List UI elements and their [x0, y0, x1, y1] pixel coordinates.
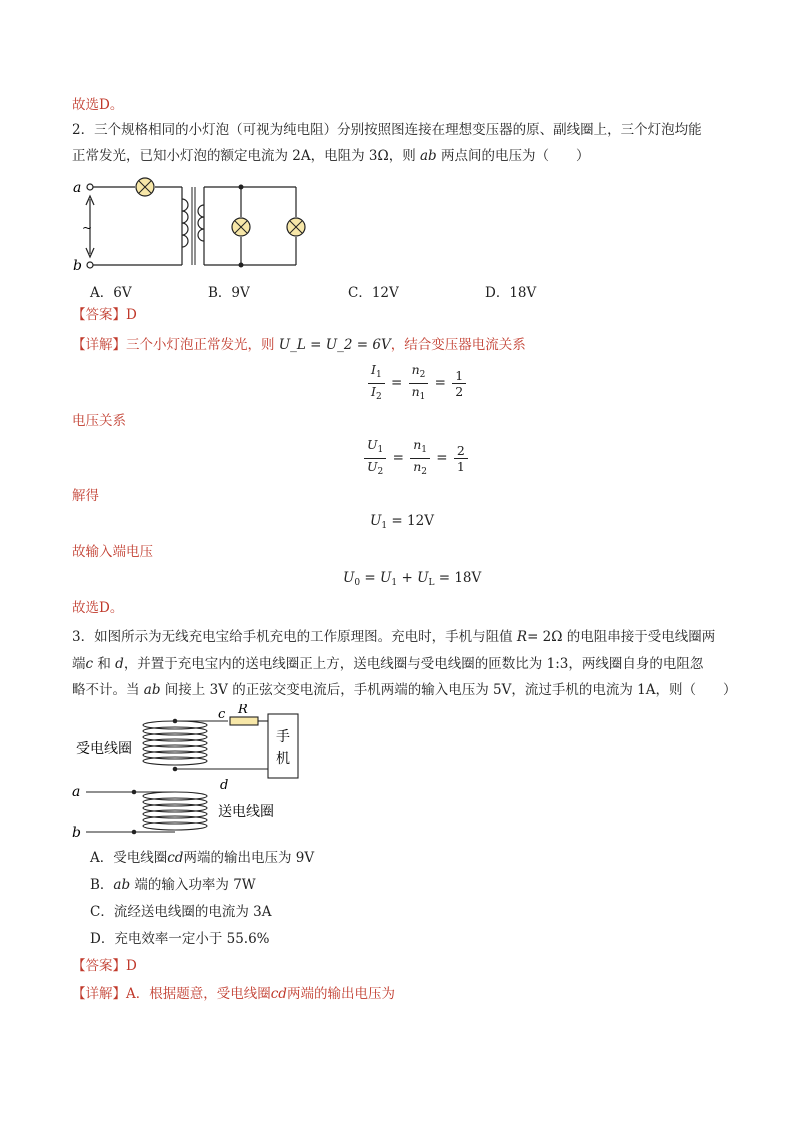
- q2-stem-line-1: 2．三个规格相同的小灯泡（可视为纯电阻）分别按照图连接在理想变压器的原、副线圈上，三个灯泡均能: [72, 122, 702, 138]
- q3-recv-coil-label: 受电线圈: [76, 741, 132, 757]
- q2-answer: 【答案】D: [72, 307, 137, 323]
- q3-label-d: d: [220, 778, 229, 793]
- q2-eq-current-ratio: $\frac{I_1}{I_2}$ = $\frac{n_2}{n_1}$ = $\frac{1}{2}$: [366, 362, 468, 405]
- q3-stem-line-3: 略不计。当 ab 间接上 3V 的正弦交变电流后，手机两端的输入电压为 5V，流过手机的电流为 1A，则（ ）: [72, 682, 737, 698]
- q2-input-voltage: 故输入端电压: [72, 544, 153, 560]
- select-d-line-1: 故选D。: [72, 97, 124, 113]
- q2-label-a: a: [73, 180, 82, 196]
- q2-bulb-secondary-1: [232, 218, 250, 236]
- q3-phone-label-2: 机: [276, 751, 290, 767]
- q3-wireless-charger-diagram: [70, 704, 330, 842]
- q3-label-c: c: [218, 707, 226, 722]
- q2-solve: 解得: [72, 488, 99, 504]
- q2-stem-line-2: 正常发光，已知小灯泡的额定电流为 2A，电阻为 3Ω，则 ab 两点间的电压为（ ）: [72, 148, 590, 164]
- q2-transformer-circuit: [70, 172, 310, 272]
- q3-resistor: [230, 717, 258, 725]
- q2-option-d: D．18V: [485, 285, 537, 301]
- q3-label-b: b: [72, 825, 81, 841]
- q2-option-b: B．9V: [208, 285, 250, 301]
- q3-stem-line-1: 3．如图所示为无线充电宝给手机充电的工作原理图。充电时，手机与阻值 R= 2Ω 的电阻串接于受电线圈两: [72, 629, 716, 645]
- q3-answer: 【答案】D: [72, 958, 137, 974]
- q2-detail-line-1: 【详解】三个小灯泡正常发光，则 U_L = U_2 = 6V，结合变压器电流关系: [72, 337, 526, 353]
- q3-stem-line-2: 端c 和 d，并置于充电宝内的送电线圈正上方，送电线圈与受电线圈的匝数比为 1:3，两线圈自身的电阻忽: [72, 656, 704, 672]
- q2-eq-u0: $U_0 = U_1 + U_L = 18V$: [343, 570, 482, 588]
- q3-option-c: C．流经送电线圈的电流为 3A: [90, 904, 272, 920]
- q2-voltage-relation: 电压关系: [72, 413, 126, 429]
- q2-select-d: 故选D。: [72, 600, 124, 616]
- q2-option-a: A．6V: [90, 285, 132, 301]
- q3-option-a: A．受电线圈cd两端的输出电压为 9V: [90, 850, 315, 866]
- q3-option-d: D．充电效率一定小于 55.6%: [90, 931, 270, 947]
- q2-eq-voltage-ratio: $\frac{U_1}{U_2}$ = $\frac{n_1}{n_2}$ = $\frac{2}{1}$: [362, 437, 470, 480]
- q3-detail-line-1: 【详解】A．根据题意，受电线圈cd两端的输出电压为: [72, 986, 395, 1002]
- q2-option-c: C．12V: [348, 285, 399, 301]
- q3-phone-label-1: 手: [276, 729, 290, 745]
- q2-label-ac: ~: [82, 221, 93, 235]
- q3-label-R: R: [238, 704, 248, 717]
- q3-label-a: a: [72, 784, 81, 800]
- q2-bulb-primary: [136, 178, 154, 196]
- q3-send-coil-label: 送电线圈: [218, 804, 274, 820]
- q2-bulb-secondary-2: [287, 218, 305, 236]
- q2-label-b: b: [73, 258, 82, 272]
- q2-eq-u1: $U_1 = 12V$: [370, 513, 434, 531]
- q3-option-b: B．ab 端的输入功率为 7W: [90, 877, 256, 893]
